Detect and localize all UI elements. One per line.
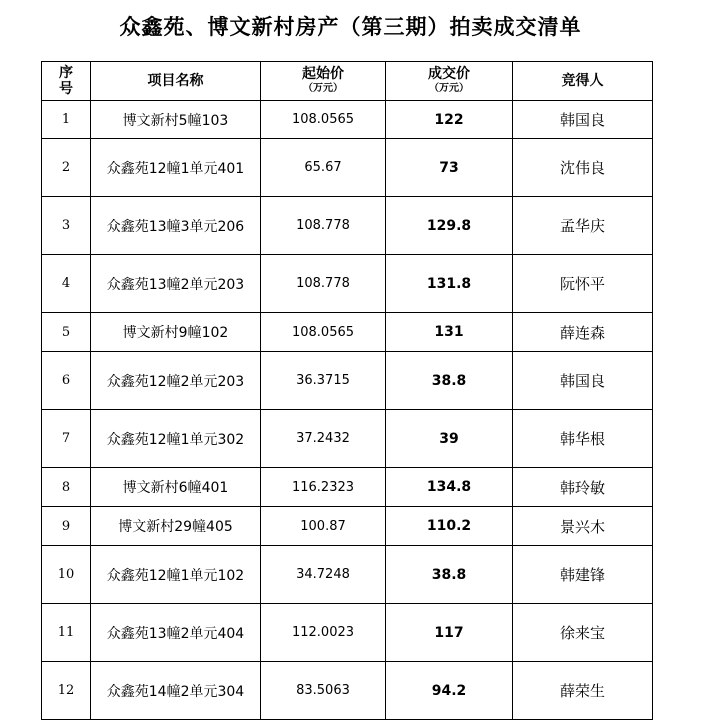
- cell-name: 博文新村6幢401: [91, 468, 261, 507]
- cell-bidder: 薛连森: [513, 313, 653, 352]
- table-row: [42, 313, 653, 352]
- table-row: [42, 662, 653, 720]
- header-start-price: [261, 62, 386, 101]
- header-deal-price: [386, 62, 513, 101]
- cell-bidder: 韩国良: [513, 352, 653, 410]
- cell-no: 1: [42, 101, 91, 139]
- cell-deal-price: 110.2: [386, 507, 513, 546]
- table-row: [42, 468, 653, 507]
- cell-name: 博文新村9幢102: [91, 313, 261, 352]
- cell-name: 众鑫苑13幢3单元206: [91, 197, 261, 255]
- cell-bidder: 韩华根: [513, 410, 653, 468]
- header-row: [42, 62, 653, 101]
- cell-start-price: 108.778: [261, 197, 386, 255]
- cell-start-price: 108.0565: [261, 313, 386, 352]
- table-row: [42, 197, 653, 255]
- cell-start-price: 34.7248: [261, 546, 386, 604]
- cell-start-price: 100.87: [261, 507, 386, 546]
- cell-start-price: 36.3715: [261, 352, 386, 410]
- cell-deal-price: 94.2: [386, 662, 513, 720]
- cell-bidder: 阮怀平: [513, 255, 653, 313]
- cell-deal-price: 39: [386, 410, 513, 468]
- cell-no: 4: [42, 255, 91, 313]
- cell-no: 10: [42, 546, 91, 604]
- cell-name: 众鑫苑12幢1单元401: [91, 139, 261, 197]
- table-row: [42, 352, 653, 410]
- cell-name: 博文新村29幢405: [91, 507, 261, 546]
- cell-no: 3: [42, 197, 91, 255]
- page-title: 众鑫苑、博文新村房产（第三期）拍卖成交清单: [119, 14, 582, 39]
- header-start-price-label: 起始价: [302, 66, 344, 82]
- table-row: [42, 255, 653, 313]
- header-start-price-unit: （万元）: [303, 83, 343, 94]
- cell-no: 9: [42, 507, 91, 546]
- table-row: [42, 546, 653, 604]
- cell-start-price: 116.2323: [261, 468, 386, 507]
- cell-start-price: 37.2432: [261, 410, 386, 468]
- table-row: [42, 604, 653, 662]
- cell-bidder: 韩国良: [513, 101, 653, 139]
- cell-name: 众鑫苑12幢2单元203: [91, 352, 261, 410]
- cell-name: 众鑫苑13幢2单元203: [91, 255, 261, 313]
- header-deal-price-unit: （万元）: [429, 83, 469, 94]
- header-bidder: 竞得人: [513, 62, 653, 101]
- cell-deal-price: 38.8: [386, 546, 513, 604]
- cell-name: 众鑫苑12幢1单元302: [91, 410, 261, 468]
- cell-start-price: 112.0023: [261, 604, 386, 662]
- cell-bidder: 徐来宝: [513, 604, 653, 662]
- cell-start-price: 108.0565: [261, 101, 386, 139]
- cell-deal-price: 129.8: [386, 197, 513, 255]
- cell-no: 7: [42, 410, 91, 468]
- cell-start-price: 65.67: [261, 139, 386, 197]
- cell-bidder: 孟华庆: [513, 197, 653, 255]
- cell-bidder: 景兴木: [513, 507, 653, 546]
- header-no-line1: 序: [59, 65, 73, 81]
- cell-bidder: 沈伟良: [513, 139, 653, 197]
- cell-deal-price: 131.8: [386, 255, 513, 313]
- cell-no: 5: [42, 313, 91, 352]
- table-row: [42, 507, 653, 546]
- cell-name: 众鑫苑13幢2单元404: [91, 604, 261, 662]
- cell-no: 6: [42, 352, 91, 410]
- cell-name: 众鑫苑14幢2单元304: [91, 662, 261, 720]
- cell-bidder: 薛荣生: [513, 662, 653, 720]
- cell-deal-price: 122: [386, 101, 513, 139]
- cell-bidder: 韩玲敏: [513, 468, 653, 507]
- cell-deal-price: 134.8: [386, 468, 513, 507]
- cell-deal-price: 117: [386, 604, 513, 662]
- table-row: [42, 139, 653, 197]
- header-deal-price-label: 成交价: [428, 66, 470, 82]
- cell-deal-price: 38.8: [386, 352, 513, 410]
- header-no: [42, 62, 91, 101]
- auction-results-table: [41, 61, 653, 720]
- cell-no: 11: [42, 604, 91, 662]
- table-row: [42, 410, 653, 468]
- cell-no: 12: [42, 662, 91, 720]
- cell-name: 博文新村5幢103: [91, 101, 261, 139]
- table-row: [42, 101, 653, 139]
- header-name: 项目名称: [91, 62, 261, 101]
- cell-start-price: 108.778: [261, 255, 386, 313]
- cell-no: 2: [42, 139, 91, 197]
- cell-name: 众鑫苑12幢1单元102: [91, 546, 261, 604]
- cell-deal-price: 131: [386, 313, 513, 352]
- cell-deal-price: 73: [386, 139, 513, 197]
- cell-bidder: 韩建锋: [513, 546, 653, 604]
- cell-no: 8: [42, 468, 91, 507]
- header-no-line2: 号: [59, 81, 73, 97]
- cell-start-price: 83.5063: [261, 662, 386, 720]
